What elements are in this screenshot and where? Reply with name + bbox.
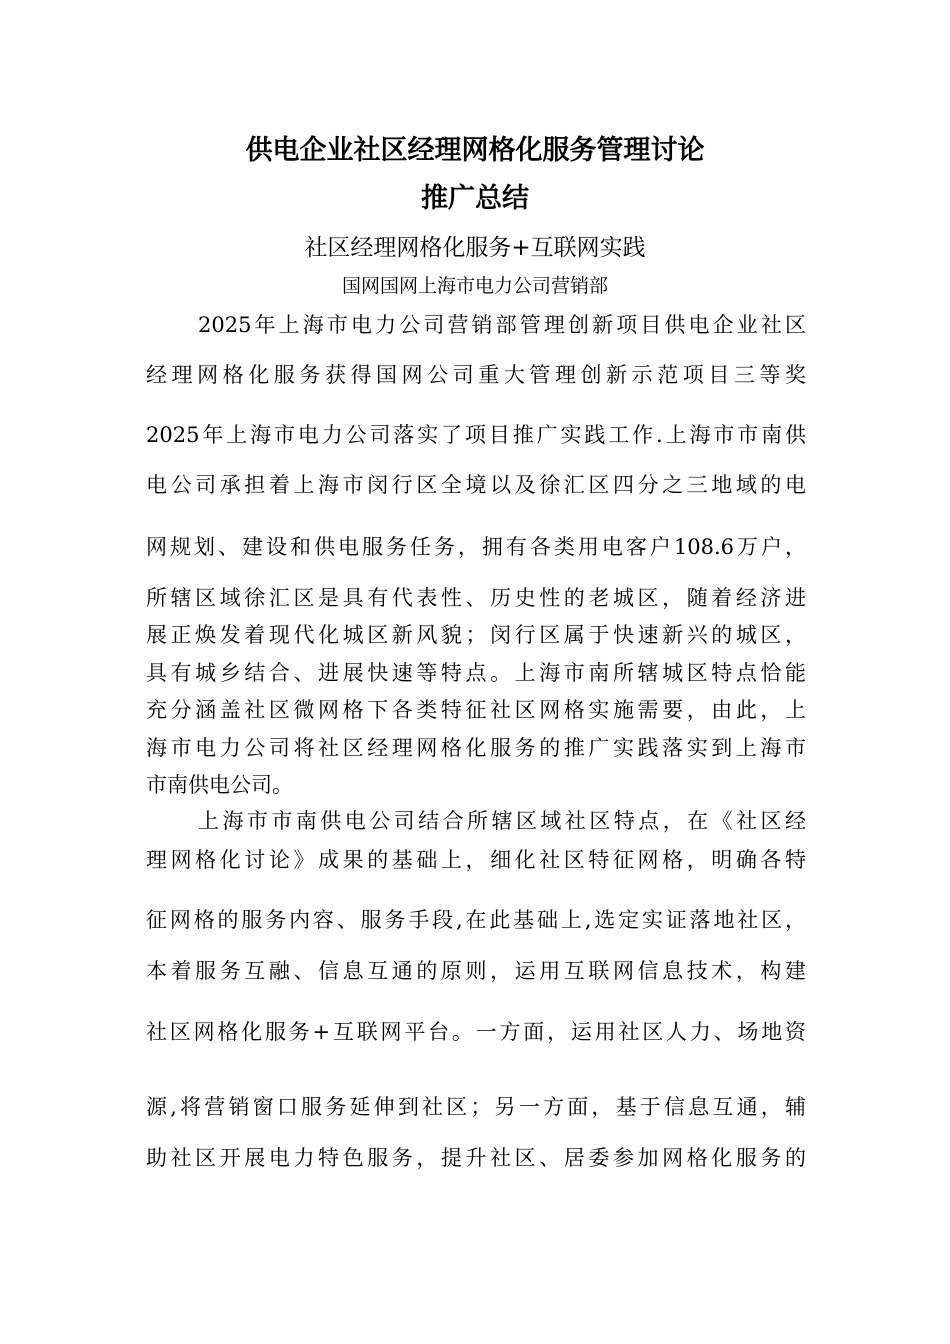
document-title-line-2: 推广总结 xyxy=(421,183,529,214)
paragraph-line: 社区网格化服务+互联网平台。一方面，运用社区人力、场地资 xyxy=(146,1020,806,1044)
paragraph-line: 理网格化讨论》成果的基础上，细化社区特征网格，明确各特 xyxy=(146,848,806,872)
paragraph-line: 上海市市南供电公司结合所辖区域社区特点，在《社区经 xyxy=(198,809,806,833)
paragraph-line: 展正焕发着现代化城区新风貌；闵行区属于快速新兴的城区， xyxy=(146,623,806,647)
paragraph-line: 助社区开展电力特色服务，提升社区、居委参加网格化服务的 xyxy=(146,1146,806,1170)
paragraph-line: 2025年上海市电力公司营销部管理创新项目供电企业社区 xyxy=(198,313,806,337)
document-title-line-1: 供电企业社区经理网格化服务管理讨论 xyxy=(245,135,705,166)
paragraph-line: 所辖区域徐汇区是具有代表性、历史性的老城区，随着经济进 xyxy=(146,586,806,610)
document-organization: 国网国网上海市电力公司营销部 xyxy=(341,275,608,297)
paragraph-line: 2025年上海市电力公司落实了项目推广实践工作.上海市市南供 xyxy=(146,423,806,447)
paragraph-line: 网规划、建设和供电服务任务，拥有各类用电客户108.6万户， xyxy=(146,535,806,559)
paragraph-line: 征网格的服务内容、服务手段,在此基础上,选定实证落地社区， xyxy=(146,908,806,932)
paragraph-line: 源,将营销窗口服务延伸到社区；另一方面，基于信息互通，辅 xyxy=(146,1095,806,1119)
paragraph-line: 经理网格化服务获得国网公司重大管理创新示范项目三等奖 xyxy=(146,363,806,387)
paragraph-line: 本着服务互融、信息互通的原则，运用互联网信息技术，构建 xyxy=(146,959,806,983)
paragraph-line: 电公司承担着上海市闵行区全境以及徐汇区四分之三地域的电 xyxy=(146,473,806,497)
paragraph-line: 充分涵盖社区微网格下各类特征社区网格实施需要，由此，上 xyxy=(146,698,806,722)
paragraph-line: 海市电力公司将社区经理网格化服务的推广实践落实到上海市 xyxy=(146,736,806,760)
document-subtitle: 社区经理网格化服务+互联网实践 xyxy=(304,235,646,261)
paragraph-line: 市南供电公司。 xyxy=(146,773,293,797)
paragraph-line: 具有城乡结合、进展快速等特点。上海市南所辖城区特点恰能 xyxy=(146,661,806,685)
